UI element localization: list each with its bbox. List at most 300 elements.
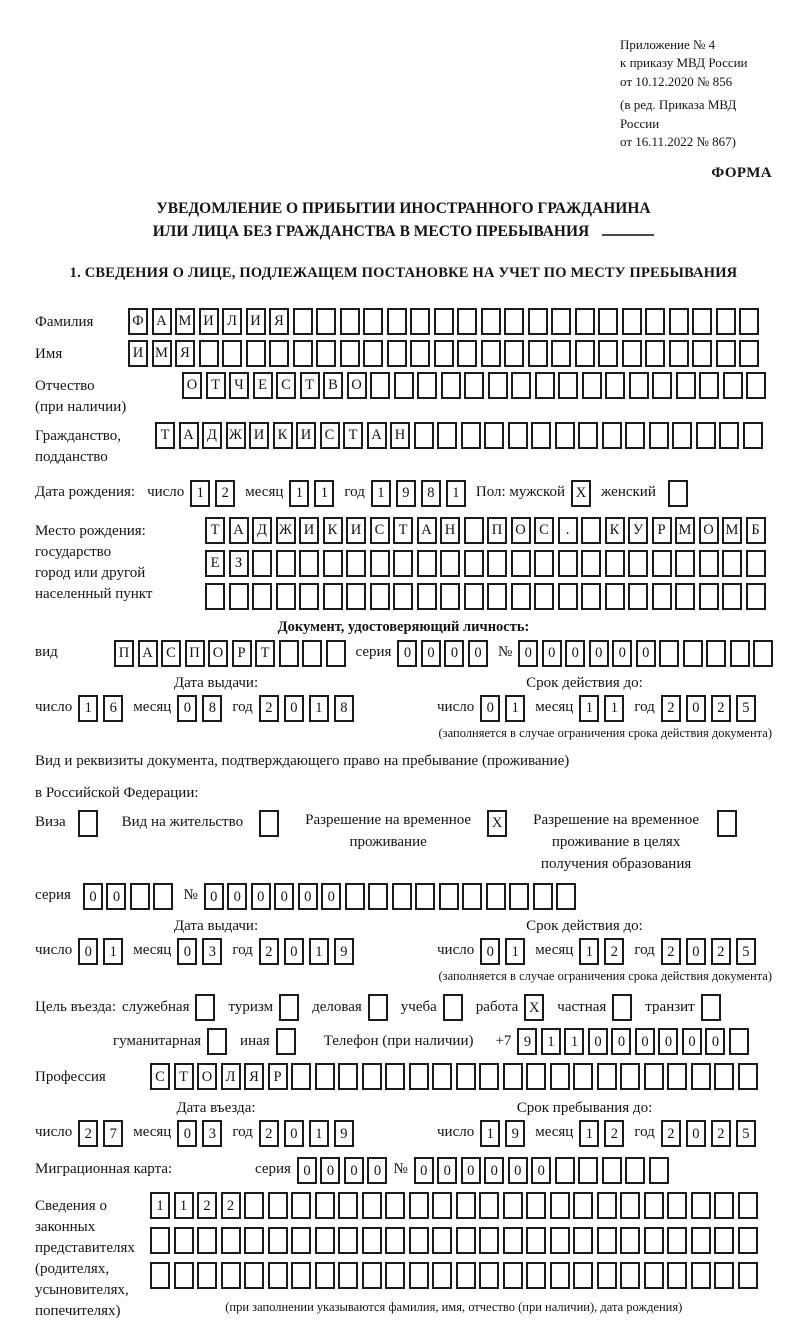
birthdate-label: Дата рождения:	[35, 484, 136, 501]
char-cell	[692, 340, 712, 367]
iddoc-issue-day	[78, 695, 123, 722]
char-cell: М	[722, 517, 742, 544]
char-cell	[659, 640, 679, 667]
char-cell: 0	[397, 640, 417, 667]
char-cell	[276, 550, 296, 577]
char-cell	[302, 640, 322, 667]
char-cell	[229, 583, 249, 610]
birth-day-cells	[190, 480, 235, 507]
title-line1: УВЕДОМЛЕНИЕ О ПРИБЫТИИ ИНОСТРАННОГО ГРАЖДАНИНА	[156, 199, 651, 217]
char-cell	[573, 1192, 593, 1219]
staydoc-line2: в Российской Федерации:	[35, 784, 199, 801]
char-cell	[315, 1262, 335, 1289]
char-cell	[628, 550, 648, 577]
rvp-education-label: Разрешение на временное проживание в целях получения образования	[533, 812, 700, 872]
char-cell	[503, 1262, 523, 1289]
char-cell: 9	[334, 1120, 354, 1147]
char-cell	[535, 372, 555, 399]
char-cell: В	[323, 372, 343, 399]
char-cell	[409, 1227, 429, 1254]
entry-date-title: Дата въезда:	[176, 1100, 256, 1117]
char-cell	[625, 422, 645, 449]
char-cell	[432, 1192, 452, 1219]
char-cell	[150, 1227, 170, 1254]
char-cell	[385, 1227, 405, 1254]
char-cell	[150, 1262, 170, 1289]
purpose-item-label: частная	[557, 999, 607, 1016]
char-cell: Д	[202, 422, 222, 449]
char-cell: 1	[604, 695, 624, 722]
char-cell: М	[152, 340, 172, 367]
char-cell: 0	[298, 883, 318, 910]
char-cell: 8	[202, 695, 222, 722]
char-cell: X	[571, 480, 591, 507]
day-label: число	[437, 942, 475, 959]
char-cell: 0	[367, 1157, 387, 1184]
char-cell	[667, 1227, 687, 1254]
purpose-work-checkbox	[524, 994, 544, 1021]
char-cell	[392, 883, 412, 910]
purpose-humanitarian-checkbox	[207, 1028, 227, 1055]
char-cell	[439, 883, 459, 910]
char-cell	[199, 340, 219, 367]
year-label: год	[634, 1124, 655, 1141]
char-cell: А	[179, 422, 199, 449]
char-cell: 0	[484, 1157, 504, 1184]
char-cell: 9	[505, 1120, 525, 1147]
char-cell	[291, 1262, 311, 1289]
char-cell: 0	[658, 1028, 678, 1055]
char-cell	[620, 1192, 640, 1219]
char-cell: 0	[508, 1157, 528, 1184]
char-cell	[504, 308, 524, 335]
citizenship-label: Гражданство, подданство	[35, 428, 122, 466]
char-cell: X	[524, 994, 544, 1021]
char-cell: Е	[205, 550, 225, 577]
rvp-checkbox	[487, 810, 507, 837]
char-cell: А	[138, 640, 158, 667]
char-cell	[315, 1227, 335, 1254]
char-cell	[368, 994, 388, 1021]
firstname-label: Имя	[35, 346, 63, 363]
char-cell: 2	[661, 938, 681, 965]
char-cell	[534, 550, 554, 577]
char-cell: 0	[177, 938, 197, 965]
char-cell: 0	[686, 938, 706, 965]
char-cell: К	[273, 422, 293, 449]
char-cell	[550, 1192, 570, 1219]
order-date-line: от 10.12.2020 № 856	[620, 73, 733, 89]
staydoc-number-label: №	[183, 887, 198, 904]
char-cell: 0	[297, 1157, 317, 1184]
char-cell	[581, 517, 601, 544]
migcard-series-label: серия	[255, 1161, 291, 1178]
char-cell	[526, 1192, 546, 1219]
purpose-business-checkbox	[368, 994, 388, 1021]
char-cell	[699, 550, 719, 577]
char-cell: 0	[106, 883, 126, 910]
char-cell: Ф	[128, 308, 148, 335]
char-cell	[573, 1262, 593, 1289]
char-cell	[667, 1192, 687, 1219]
revision-line: (в ред. Приказа МВД России	[620, 97, 737, 131]
char-cell: С	[276, 372, 296, 399]
regulation-header	[620, 36, 772, 152]
char-cell: С	[534, 517, 554, 544]
form-label: ФОРМА	[711, 164, 772, 181]
representatives-note: (при заполнении указываются фамилия, имя, отчество (при наличии), дата рождения)	[225, 1300, 683, 1315]
char-cell	[625, 1157, 645, 1184]
char-cell: 1	[505, 695, 525, 722]
char-cell	[409, 1262, 429, 1289]
char-cell	[605, 372, 625, 399]
firstname-row	[35, 340, 772, 367]
birthplace-row	[35, 517, 772, 610]
char-cell	[479, 1227, 499, 1254]
char-cell	[730, 640, 750, 667]
char-cell	[410, 308, 430, 335]
char-cell	[434, 340, 454, 367]
char-cell	[622, 340, 642, 367]
profession-label: Профессия	[35, 1069, 106, 1086]
char-cell	[362, 1227, 382, 1254]
migcard-series-cells	[297, 1157, 388, 1184]
char-cell	[362, 1192, 382, 1219]
char-cell: 0	[468, 640, 488, 667]
char-cell	[440, 550, 460, 577]
char-cell	[464, 583, 484, 610]
char-cell	[722, 550, 742, 577]
char-cell: Ж	[276, 517, 296, 544]
char-cell	[508, 422, 528, 449]
char-cell: 0	[565, 640, 585, 667]
char-cell: П	[185, 640, 205, 667]
char-cell	[323, 583, 343, 610]
char-cell	[533, 883, 553, 910]
char-cell: 0	[461, 1157, 481, 1184]
visa-label: Виза	[35, 814, 66, 831]
char-cell: 0	[542, 640, 562, 667]
char-cell: 2	[259, 938, 279, 965]
stay-until-year	[661, 1120, 756, 1147]
order-line: к приказу МВД России	[620, 55, 748, 71]
char-cell: 0	[635, 1028, 655, 1055]
char-cell	[174, 1262, 194, 1289]
char-cell: Т	[300, 372, 320, 399]
day-label: число	[35, 942, 73, 959]
day-label: число	[437, 699, 475, 716]
patronymic-row	[35, 372, 772, 418]
staydoc-dates-row	[35, 938, 772, 965]
char-cell	[326, 640, 346, 667]
staydoc-expiry-day	[480, 938, 525, 965]
purpose-item-label: иная	[240, 1033, 270, 1050]
firstname-cells	[128, 340, 759, 367]
char-cell	[479, 1262, 499, 1289]
purpose-item-label: работа	[475, 999, 519, 1016]
char-cell	[551, 340, 571, 367]
stay-until-month	[579, 1120, 624, 1147]
char-cell	[316, 340, 336, 367]
char-cell: И	[128, 340, 148, 367]
staydoc-issue-year	[259, 938, 354, 965]
char-cell: 9	[517, 1028, 537, 1055]
char-cell	[244, 1227, 264, 1254]
char-cell	[652, 583, 672, 610]
char-cell	[414, 422, 434, 449]
char-cell	[644, 1063, 664, 1090]
month-label: месяц	[133, 699, 172, 716]
char-cell	[753, 640, 773, 667]
staydoc-series-label: серия	[35, 887, 71, 904]
char-cell: П	[487, 517, 507, 544]
surname-row	[35, 308, 772, 335]
iddoc-number-cells	[518, 640, 773, 667]
char-cell	[340, 340, 360, 367]
char-cell	[706, 640, 726, 667]
iddoc-series-cells	[397, 640, 488, 667]
char-cell	[622, 308, 642, 335]
char-cell	[441, 372, 461, 399]
char-cell	[299, 550, 319, 577]
char-cell: А	[229, 517, 249, 544]
char-cell: Т	[155, 422, 175, 449]
char-cell	[667, 1063, 687, 1090]
char-cell	[612, 994, 632, 1021]
surname-cells	[128, 308, 759, 335]
representatives-label: Сведения о законных представителях (родителях, усыновителях, попечителях)	[35, 1198, 135, 1320]
char-cell	[316, 308, 336, 335]
char-cell: 2	[711, 1120, 731, 1147]
char-cell	[276, 1028, 296, 1055]
purpose-item-label: служебная	[121, 999, 190, 1016]
char-cell	[699, 583, 719, 610]
char-cell	[578, 1157, 598, 1184]
char-cell: О	[182, 372, 202, 399]
char-cell: Р	[268, 1063, 288, 1090]
char-cell	[345, 883, 365, 910]
char-cell	[696, 422, 716, 449]
staydoc-issue-title: Дата выдачи:	[173, 918, 259, 935]
profession-cells	[150, 1063, 758, 1090]
birth-year-cells	[371, 480, 466, 507]
char-cell	[457, 340, 477, 367]
char-cell: 0	[611, 1028, 631, 1055]
purpose-other-checkbox	[276, 1028, 296, 1055]
char-cell: 0	[480, 938, 500, 965]
char-cell	[464, 550, 484, 577]
char-cell	[393, 550, 413, 577]
migration-card-row	[35, 1157, 772, 1184]
char-cell	[597, 1063, 617, 1090]
char-cell: Р	[652, 517, 672, 544]
char-cell	[362, 1262, 382, 1289]
char-cell	[652, 550, 672, 577]
char-cell: 0	[612, 640, 632, 667]
char-cell	[644, 1192, 664, 1219]
char-cell	[598, 308, 618, 335]
char-cell: 0	[177, 695, 197, 722]
char-cell	[746, 583, 766, 610]
sex-female-label: женский	[601, 484, 656, 501]
char-cell	[394, 372, 414, 399]
char-cell	[667, 1262, 687, 1289]
char-cell	[504, 340, 524, 367]
year-label: год	[232, 942, 253, 959]
char-cell	[739, 340, 759, 367]
char-cell	[699, 372, 719, 399]
iddoc-expiry-note: (заполняется в случае ограничения срока действия документа)	[438, 726, 772, 741]
char-cell: 8	[334, 695, 354, 722]
char-cell	[259, 810, 279, 837]
char-cell	[417, 583, 437, 610]
char-cell: 0	[421, 640, 441, 667]
char-cell	[526, 1063, 546, 1090]
char-cell	[738, 1063, 758, 1090]
char-cell	[511, 372, 531, 399]
char-cell	[645, 340, 665, 367]
char-cell	[691, 1192, 711, 1219]
section1-heading: 1. СВЕДЕНИЯ О ЛИЦЕ, ПОДЛЕЖАЩЕМ ПОСТАНОВКЕ НА УЧЕТ ПО МЕСТУ ПРЕБЫВАНИЯ	[69, 265, 738, 282]
char-cell	[484, 422, 504, 449]
form-title	[35, 197, 772, 244]
char-cell: И	[299, 517, 319, 544]
purpose-item-label: гуманитарная	[113, 1033, 202, 1050]
char-cell: И	[296, 422, 316, 449]
char-cell	[197, 1227, 217, 1254]
char-cell: 0	[177, 1120, 197, 1147]
char-cell: 5	[736, 938, 756, 965]
char-cell	[387, 308, 407, 335]
char-cell: О	[208, 640, 228, 667]
char-cell	[456, 1227, 476, 1254]
char-cell: 2	[259, 695, 279, 722]
char-cell: С	[150, 1063, 170, 1090]
char-cell: 1	[579, 938, 599, 965]
char-cell	[605, 550, 625, 577]
char-cell: 0	[78, 938, 98, 965]
staydoc-issue-month	[177, 938, 222, 965]
staydoc-expiry-year	[661, 938, 756, 965]
staydoc-expiry-note: (заполняется в случае ограничения срока действия документа)	[438, 969, 772, 984]
rvp-education-checkbox	[717, 810, 737, 837]
char-cell	[597, 1192, 617, 1219]
char-cell	[479, 1192, 499, 1219]
char-cell	[581, 583, 601, 610]
char-cell: П	[114, 640, 134, 667]
char-cell: 0	[444, 640, 464, 667]
char-cell: Н	[390, 422, 410, 449]
visa-checkbox	[78, 810, 98, 837]
char-cell	[268, 1262, 288, 1289]
char-cell	[363, 340, 383, 367]
char-cell: .	[558, 517, 578, 544]
staydoc-issue-date	[35, 938, 397, 965]
char-cell: 2	[711, 695, 731, 722]
char-cell	[440, 583, 460, 610]
char-cell: 5	[736, 1120, 756, 1147]
surname-label: Фамилия	[35, 314, 94, 331]
iddoc-series-label: серия	[355, 644, 392, 661]
char-cell: С	[320, 422, 340, 449]
char-cell: 0	[588, 1028, 608, 1055]
char-cell: 3	[202, 1120, 222, 1147]
char-cell: 0	[321, 883, 341, 910]
char-cell	[598, 340, 618, 367]
revision-date-line: от 16.11.2022 № 867)	[620, 134, 737, 150]
entry-date	[35, 1120, 397, 1147]
char-cell: 9	[334, 938, 354, 965]
char-cell: 1	[541, 1028, 561, 1055]
char-cell: Я	[175, 340, 195, 367]
entry-date-headers	[35, 1100, 772, 1117]
char-cell: 7	[103, 1120, 123, 1147]
residence-permit-label: Вид на жительство	[121, 814, 244, 831]
char-cell	[78, 810, 98, 837]
char-cell	[511, 583, 531, 610]
char-cell	[738, 1227, 758, 1254]
iddoc-issue-date	[35, 695, 397, 722]
char-cell	[738, 1192, 758, 1219]
purpose-item-label: деловая	[312, 999, 362, 1016]
char-cell	[276, 583, 296, 610]
char-cell: 0	[414, 1157, 434, 1184]
char-cell	[323, 550, 343, 577]
char-cell	[649, 422, 669, 449]
char-cell: 1	[579, 1120, 599, 1147]
char-cell: 1	[103, 938, 123, 965]
iddoc-expiry-month	[579, 695, 624, 722]
representatives-cells	[150, 1192, 758, 1315]
char-cell: 1	[190, 480, 210, 507]
char-cell	[669, 340, 689, 367]
char-cell	[534, 583, 554, 610]
char-cell: 2	[221, 1192, 241, 1219]
staydoc-number-cells	[204, 883, 577, 910]
char-cell: Л	[222, 308, 242, 335]
char-cell	[649, 1157, 669, 1184]
char-cell	[620, 1227, 640, 1254]
representatives-row	[35, 1192, 772, 1322]
char-cell	[509, 883, 529, 910]
char-cell: И	[246, 308, 266, 335]
staydoc-line1: Вид и реквизиты документа, подтверждающего право на пребывание (проживание)	[35, 753, 570, 770]
char-cell	[714, 1192, 734, 1219]
char-cell	[222, 340, 242, 367]
sex-male-label: Пол: мужской	[475, 484, 566, 501]
male-checkbox	[571, 480, 591, 507]
rvp-label: Разрешение на временное проживание	[305, 812, 472, 850]
iddoc-expiry-date	[397, 695, 772, 722]
char-cell: 0	[636, 640, 656, 667]
char-cell	[432, 1063, 452, 1090]
char-cell	[385, 1192, 405, 1219]
staydoc-series-row	[35, 883, 772, 910]
char-cell: Ж	[226, 422, 246, 449]
year-label: год	[232, 699, 253, 716]
day-label: число	[35, 1124, 73, 1141]
month-label: месяц	[535, 942, 574, 959]
char-cell: 0	[531, 1157, 551, 1184]
char-cell: О	[197, 1063, 217, 1090]
year-label: год	[634, 942, 655, 959]
char-cell: Т	[205, 517, 225, 544]
char-cell: 0	[274, 883, 294, 910]
char-cell: С	[370, 517, 390, 544]
char-cell: 2	[661, 695, 681, 722]
iddoc-expiry-title: Срок действия до:	[526, 675, 643, 692]
char-cell	[363, 308, 383, 335]
